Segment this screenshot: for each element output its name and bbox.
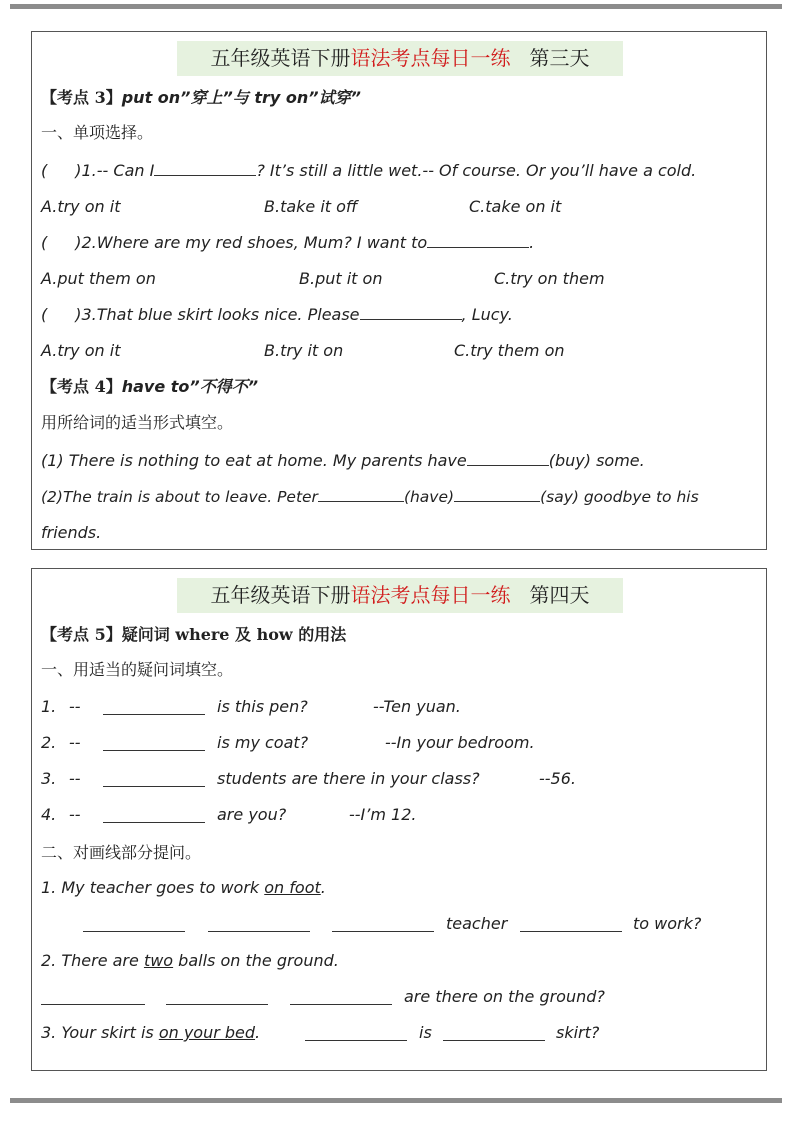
- day3-worksheet: [31, 31, 767, 550]
- answer-blank[interactable]: [103, 734, 205, 751]
- q3-option-b: B.try it on: [264, 341, 344, 360]
- uq-2-answer: are there on the ground?: [41, 985, 741, 1009]
- fill-1: (1) There is nothing to eat at home. My parents have (buy) some.: [41, 451, 645, 470]
- answer-blank[interactable]: [103, 806, 205, 823]
- q3-option-a: A.try on it: [41, 341, 121, 360]
- answer-blank[interactable]: [520, 915, 622, 932]
- section-fill-in: 用所给词的适当形式填空。: [41, 413, 234, 432]
- section-question-words: 一、用适当的疑问词填空。: [41, 660, 234, 679]
- fill-2-continued: friends.: [41, 523, 102, 542]
- answer-blank[interactable]: [290, 988, 392, 1005]
- answer-blank[interactable]: [305, 1024, 407, 1041]
- kp3-heading: 【考点 3】put on”穿上”与 try on”试穿”: [41, 88, 361, 107]
- uq-2: 2. There are two balls on the ground.: [41, 951, 339, 970]
- q2-option-c: C.try on them: [494, 269, 605, 288]
- answer-blank[interactable]: [467, 449, 549, 466]
- kp4-heading: 【考点 4】have to”不得不”: [41, 377, 259, 396]
- question-3: ( )3.That blue skirt looks nice. Please , Lucy.: [41, 305, 513, 324]
- answer-blank[interactable]: [41, 988, 145, 1005]
- q3-options: [41, 339, 741, 363]
- answer-blank[interactable]: [332, 915, 434, 932]
- q1-option-b: B.take it off: [264, 197, 358, 216]
- section-underline-questions: 二、对画线部分提问。: [41, 843, 202, 862]
- answer-blank[interactable]: [166, 988, 268, 1005]
- answer-blank[interactable]: [318, 485, 404, 502]
- qw-item-3: 3. -- students are there in your class? --56.: [41, 769, 576, 788]
- section-single-choice: 一、单项选择。: [41, 123, 154, 142]
- fill-2: (2)The train is about to leave. Peter (have) (say) goodbye to his: [41, 485, 699, 509]
- qw-item-4: 4. -- are you? --I’m 12.: [41, 805, 417, 824]
- question-2: ( )2.Where are my red shoes, Mum? I want to .: [41, 233, 535, 252]
- top-rule: [10, 4, 782, 9]
- uq-1: 1. My teacher goes to work on foot.: [41, 878, 326, 897]
- uq-1-answer: teacher to work?: [41, 912, 741, 936]
- uq-3: 3. Your skirt is on your bed. is skirt?: [41, 1023, 600, 1042]
- q2-option-a: A.put them on: [41, 269, 156, 288]
- q2-options: [41, 267, 741, 291]
- answer-blank[interactable]: [208, 915, 310, 932]
- day3-title: 五年级英语下册语法考点每日一练 第三天: [177, 41, 623, 76]
- question-1: ( )1.-- Can I ? It’s still a little wet.-- Of course. Or you’ll have a cold.: [41, 161, 697, 180]
- kp5-heading: 【考点 5】疑问词 where 及 how 的用法: [41, 625, 347, 644]
- answer-blank[interactable]: [103, 698, 205, 715]
- qw-item-1: 1. -- is this pen? --Ten yuan.: [41, 697, 461, 716]
- answer-blank[interactable]: [427, 231, 529, 248]
- qw-item-2: 2. -- is my coat? --In your bedroom.: [41, 733, 535, 752]
- q1-option-a: A.try on it: [41, 197, 121, 216]
- answer-blank[interactable]: [443, 1024, 545, 1041]
- answer-blank[interactable]: [454, 485, 540, 502]
- q1-options: [41, 195, 741, 219]
- day4-title: 五年级英语下册语法考点每日一练 第四天: [177, 578, 623, 613]
- day4-worksheet: [31, 568, 767, 1071]
- bottom-rule: [10, 1098, 782, 1103]
- q2-option-b: B.put it on: [299, 269, 383, 288]
- q1-option-c: C.take on it: [469, 197, 562, 216]
- q3-option-c: C.try them on: [454, 341, 565, 360]
- answer-blank[interactable]: [103, 770, 205, 787]
- answer-blank[interactable]: [154, 159, 256, 176]
- answer-blank[interactable]: [83, 915, 185, 932]
- answer-blank[interactable]: [360, 303, 462, 320]
